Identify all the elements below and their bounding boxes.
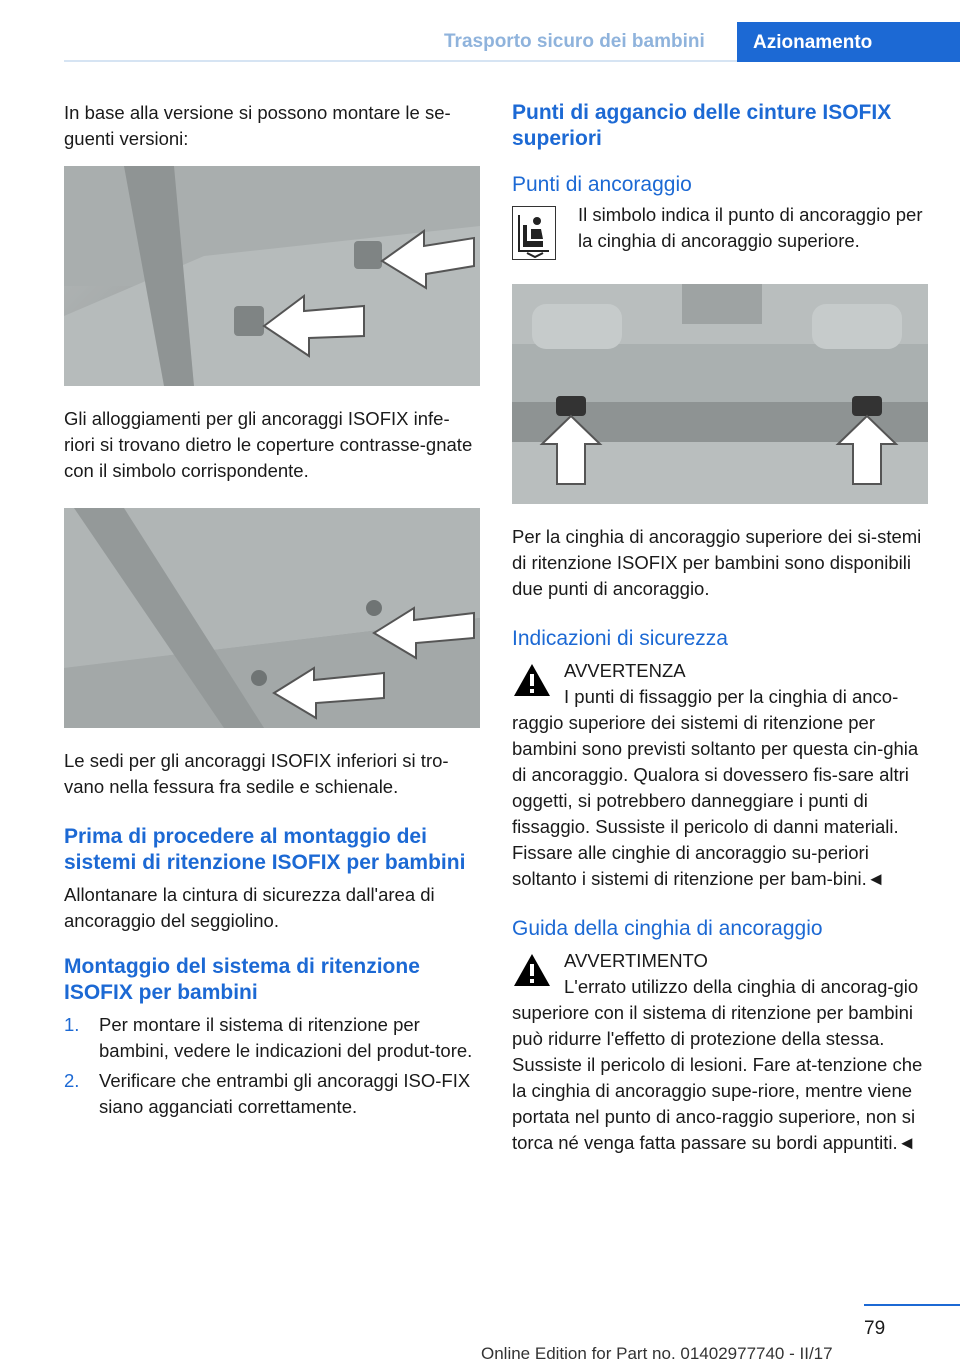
paragraph-move-belt: Allontanare la cintura di sicurezza dall'area di ancoraggio del seggiolino. xyxy=(64,884,435,931)
step-number: 2. xyxy=(64,1070,80,1091)
warning-label: AVVERTENZA xyxy=(564,660,686,681)
warning-text: I punti di fissaggio per la cinghia di anco-raggio superiore dei sistemi di ritenzione per bambini sono previsti soltanto per questa cin-ghia di ancoraggio. Qualora si dovessero fis-sare altri oggetti, si potrebbero danneggiare i punti di fissaggio. Sussiste il pericolo di danni materiali. Fissare alle cinghie di ancoraggio su-periori soltanto i sistemi di ritenzione per bam-bini.◄ xyxy=(512,686,919,889)
step-number: 1. xyxy=(64,1014,80,1035)
right-column xyxy=(512,100,928,1156)
paragraph-cover-location: Gli alloggiamenti per gli ancoraggi ISOFIX infe-riori si trovano dietro le coperture contrasse-gnate con il simbolo corrispondente. xyxy=(64,408,473,481)
subheading-anchor-points: Punti di ancoraggio xyxy=(512,173,692,196)
left-column xyxy=(64,100,480,1124)
rear-shelf-illustration xyxy=(512,284,928,504)
rear-shelf-photo xyxy=(512,284,928,504)
symbol-description: Il simbolo indica il punto di ancoraggio per la cinghia di ancoraggio superiore. xyxy=(578,204,923,251)
step-text: Per montare il sistema di ritenzione per bambini, vedere le indicazioni del produt-tore. xyxy=(99,1014,473,1061)
mounting-steps xyxy=(64,1012,480,1120)
isofix-cover-illustration xyxy=(64,166,480,386)
top-tether-symbol-icon xyxy=(512,206,556,260)
warning-block-1 xyxy=(512,658,928,892)
subheading-safety-notes: Indicazioni di sicurezza xyxy=(512,627,728,650)
list-item xyxy=(64,1068,480,1120)
paragraph-gap-location: Le sedi per gli ancoraggi ISOFIX inferiori si tro-vano nella fessura fra sedile e schienale. xyxy=(64,750,449,797)
warning-triangle-icon xyxy=(512,952,552,988)
isofix-cover-photo xyxy=(64,166,480,386)
list-item xyxy=(64,1012,480,1064)
header-section-title: Trasporto sicuro dei bambini xyxy=(444,31,705,52)
warning-text: L'errato utilizzo della cinghia di ancorag-gio superiore con il sistema di ritenzione per bambini può ridurre l'effetto di protezione della stessa. Sussiste il pericolo di lesioni. Fare at-tenzione che la cinghia di ancoraggio supe-riore, mentre viene portata nel punto di anco-raggio superiore, non si torca né venga fatta passare su bordi appuntiti.◄ xyxy=(512,976,923,1153)
subheading-tether-routing: Guida della cinghia di ancoraggio xyxy=(512,917,823,940)
heading-top-tether-points: Punti di aggancio delle cinture ISOFIX superiori xyxy=(512,101,892,150)
header-chapter-tab: Azionamento xyxy=(737,22,960,62)
footer-rule xyxy=(864,1304,960,1306)
heading-mounting: Montaggio del sistema di ritenzione ISOFIX per bambini xyxy=(64,955,420,1004)
intro-text: In base alla versione si possono montare le se-guenti versioni: xyxy=(64,102,451,149)
page-number: 79 xyxy=(864,1318,886,1339)
warning-triangle-icon xyxy=(512,662,552,698)
isofix-gap-photo xyxy=(64,508,480,728)
isofix-gap-illustration xyxy=(64,508,480,728)
step-text: Verificare che entrambi gli ancoraggi ISO-FIX siano agganciati correttamente. xyxy=(99,1070,471,1117)
heading-before-mounting: Prima di procedere al montaggio dei sistemi di ritenzione ISOFIX per bambini xyxy=(64,825,466,874)
symbol-row xyxy=(512,202,928,260)
paragraph-two-points: Per la cinghia di ancoraggio superiore dei si-stemi di ritenzione ISOFIX per bambini sono disponibili due punti di ancoraggio. xyxy=(512,526,922,599)
edition-footer: Online Edition for Part no. 01402977740 - II/17 xyxy=(481,1344,833,1362)
warning-label: AVVERTIMENTO xyxy=(564,950,708,971)
warning-block-2 xyxy=(512,948,928,1156)
